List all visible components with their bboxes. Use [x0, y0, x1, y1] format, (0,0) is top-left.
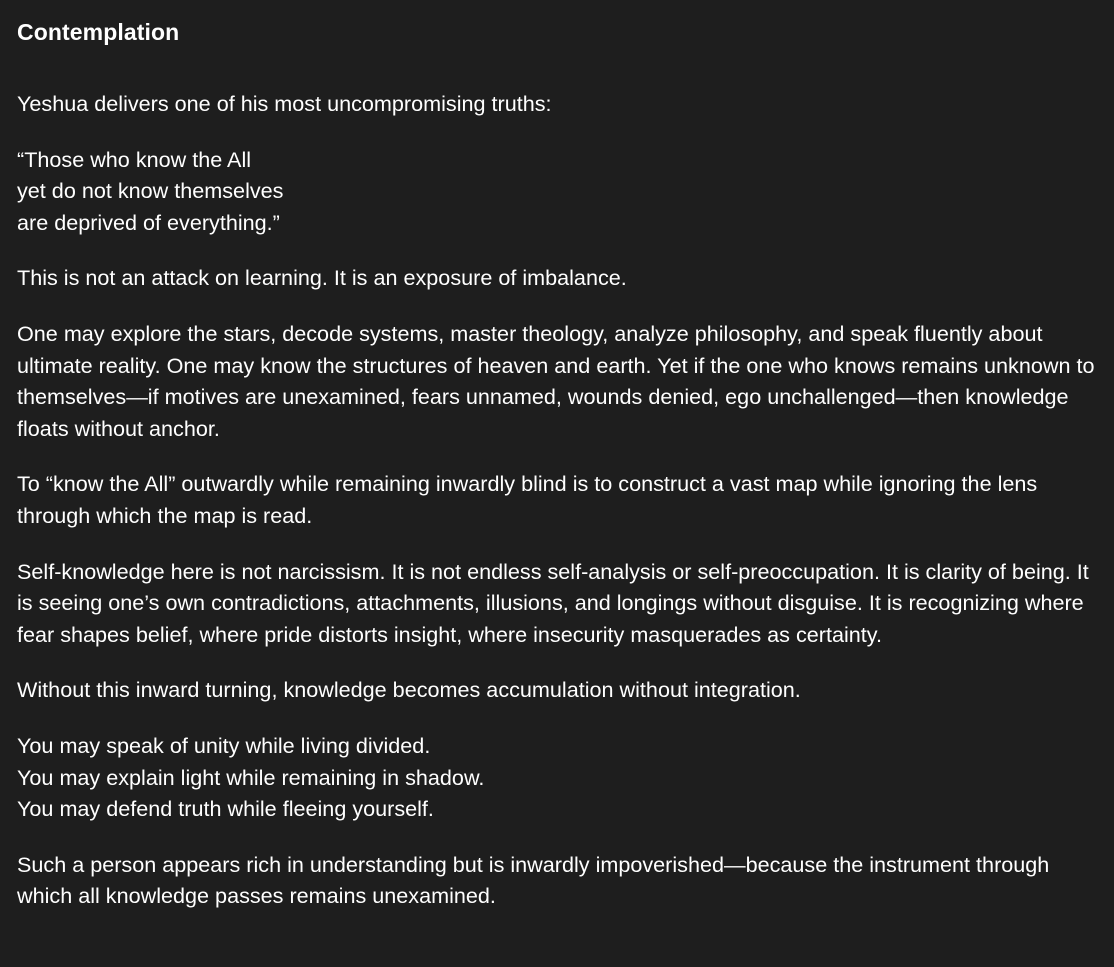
quote-block	[17, 144, 1102, 239]
contrast-line: You may speak of unity while living divided.	[17, 732, 431, 758]
contrast-line: You may explain light while remaining in shadow.	[17, 764, 485, 790]
paragraph-map: To “know the All” outwardly while remaining inwardly blind is to construct a vast map while ignoring the lens through which the map is read.	[17, 471, 1038, 528]
paragraph-explore: One may explore the stars, decode systems, master theology, analyze philosophy, and speak fluently about ultimate reality. One may know the structures of heaven and earth. Yet if the one who knows remains unknown to themselves—if motives are unexamined, fears unnamed, wounds denied, ego unchallenged—then knowledge floats without anchor.	[17, 320, 1095, 441]
quote-line: “Those who know the All	[17, 146, 252, 172]
contrast-line: You may defend truth while fleeing yourself.	[17, 796, 434, 822]
paragraph-imbalance: This is not an attack on learning. It is an exposure of imbalance.	[17, 265, 627, 291]
section-heading: Contemplation	[17, 19, 180, 45]
intro-paragraph: Yeshua delivers one of his most uncompromising truths:	[17, 91, 552, 116]
quote-line: yet do not know themselves	[17, 178, 284, 204]
paragraph-inward-turning: Without this inward turning, knowledge becomes accumulation without integration.	[17, 677, 801, 703]
contrast-block	[17, 730, 1102, 825]
paragraph-self-knowledge: Self-knowledge here is not narcissism. It is not endless self-analysis or self-preoccupation. It is clarity of being. It is seeing one’s own contradictions, attachments, illusions, and longings without disguise. It is recognizing where fear shapes belief, where pride distorts insight, where insecurity masquerades as certainty.	[17, 558, 1089, 647]
paragraph-conclusion: Such a person appears rich in understanding but is inwardly impoverished—because the instrument through which all knowledge passes remains unexamined.	[17, 851, 1050, 909]
quote-line: are deprived of everything.”	[17, 209, 280, 235]
